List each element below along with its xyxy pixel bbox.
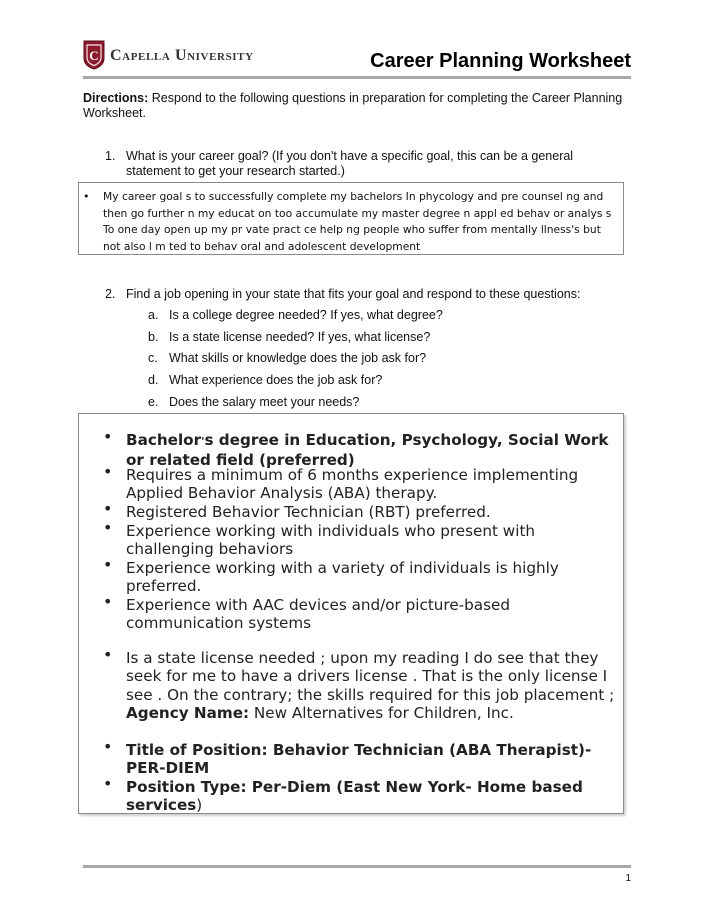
bullet-icon: • — [103, 518, 113, 537]
answer-2-item — [103, 462, 621, 503]
bullet-icon: • — [83, 190, 90, 203]
header-rule — [83, 76, 631, 79]
answer-2-text: Requires a minimum of 6 months experience implementing Applied Behavior Analysis (ABA) therapy. — [126, 466, 579, 503]
subquestion-text: Is a state license needed? If yes, what license? — [169, 330, 431, 344]
bullet-icon: • — [103, 737, 113, 756]
answer-2-text: Experience working with a variety of individuals is highly preferred. — [126, 559, 559, 596]
position-title: Title of Position: Behavior Technician (ABA Therapist)-PER-DIEM — [126, 741, 592, 778]
logo-wordmark: Capella University — [110, 47, 254, 64]
page-number: 1 — [625, 873, 631, 884]
svg-text:C: C — [89, 48, 99, 63]
answer-2-degree-apostrophe: ' — [201, 435, 205, 448]
subquestion-letter: c. — [148, 351, 158, 365]
answer-1-text: My career goal s to successfully complete my bachelors In phycology and pre counsel ng and then go further n my educat on too accumulate my master degree n appl ed behav or analys s To one day open up my pr vate pract ce help ng people who suffer from mentally llness's but not also l m ted to behav oral and adolescent development — [103, 190, 612, 253]
bullet-icon: • — [103, 645, 113, 664]
question-1-number: 1. — [105, 149, 116, 163]
answer-1-item — [83, 189, 615, 255]
subquestion-letter: e. — [148, 395, 159, 409]
answer-2-text: Experience with AAC devices and/or picture-based communication systems — [126, 596, 510, 633]
answer-2-item — [103, 737, 621, 778]
answer-2-box — [78, 413, 624, 814]
answer-2-item — [103, 555, 621, 596]
subquestion-letter: a. — [148, 308, 159, 322]
answer-2-degree-a: Bachelor — [126, 431, 202, 449]
document-title: Career Planning Worksheet — [370, 50, 631, 72]
answer-2-item — [103, 645, 621, 723]
directions-label: Directions: — [83, 91, 149, 105]
answer-2-item — [103, 427, 621, 470]
answer-2-item — [103, 518, 621, 559]
capella-seal-icon — [83, 40, 105, 70]
answer-2-text: Registered Behavior Technician (RBT) preferred. — [126, 503, 491, 521]
footer-rule — [83, 865, 631, 868]
question-1 — [105, 149, 605, 179]
bullet-icon: • — [103, 462, 113, 481]
bullet-icon: • — [103, 592, 113, 611]
answer-2-item — [103, 499, 621, 521]
subquestion-letter: d. — [148, 373, 159, 387]
bullet-icon: • — [103, 555, 113, 574]
answer-1-box — [78, 182, 624, 255]
question-2-text: Find a job opening in your state that fits your goal and respond to these questions: — [126, 287, 581, 301]
directions — [83, 91, 623, 121]
subquestion-text: Does the salary meet your needs? — [169, 395, 360, 409]
position-type: Position Type: Per-Diem (East New York- Home based services — [126, 778, 583, 815]
answer-2-degree-b: s degree in Education, Psychology, Social Work or related field (preferred) — [126, 431, 609, 470]
subquestion-letter: b. — [148, 330, 159, 344]
answer-2-item — [103, 592, 621, 633]
answer-2-text: Is a state license needed ; upon my reading I do see that they seek for me to have a drivers license . That is the only license I see . On the contrary; the skills required for this job placement ; — [126, 649, 615, 704]
question-2 — [105, 287, 605, 302]
bullet-icon: • — [103, 774, 113, 793]
agency-value: New Alternatives for Children, Inc. — [249, 704, 514, 723]
subquestion-text: What skills or knowledge does the job ask for? — [169, 351, 427, 365]
subquestion-text: Is a college degree needed? If yes, what degree? — [169, 308, 443, 322]
directions-text: Respond to the following questions in preparation for completing the Career Planning Worksheet. — [83, 91, 623, 120]
capella-logo — [83, 40, 283, 72]
answer-2-text: Experience working with individuals who present with challenging behaviors — [126, 522, 536, 559]
question-1-text: What is your career goal? (If you don't have a specific goal, this can be a general statement to get your research started.) — [126, 149, 574, 178]
answer-2-item — [103, 774, 621, 815]
subquestion-text: What experience does the job ask for? — [169, 373, 383, 387]
agency-label: Agency Name: — [126, 704, 250, 723]
question-2-number: 2. — [105, 287, 116, 301]
bullet-icon: • — [103, 427, 113, 446]
bullet-icon: • — [103, 499, 113, 518]
position-type-tail: ) — [196, 796, 203, 815]
